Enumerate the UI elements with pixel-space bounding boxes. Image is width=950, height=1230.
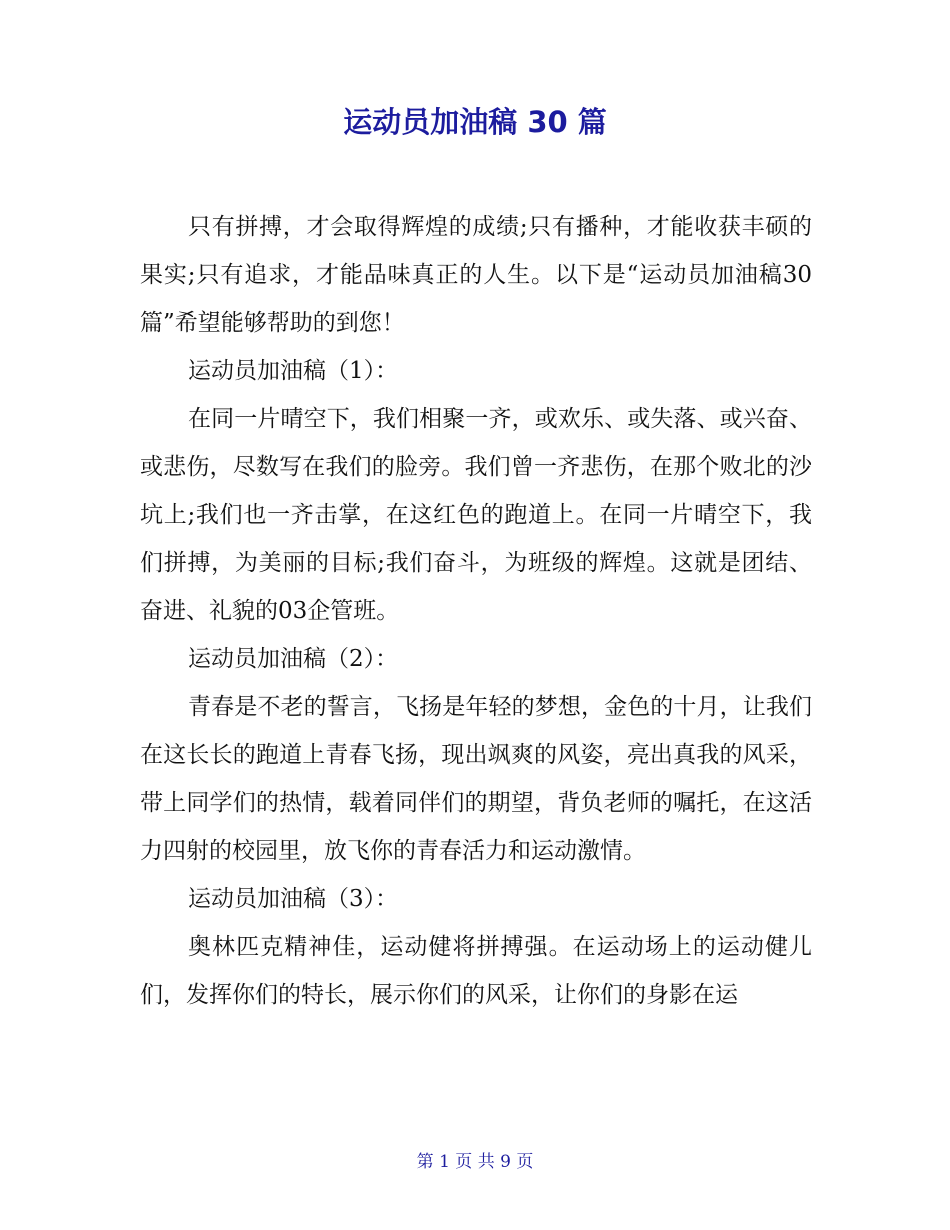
document-title: 运动员加油稿 30 篇 (343, 105, 607, 139)
section-paragraph-1: 在同一片晴空下，我们相聚一齐，或欢乐、或失落、或兴奋、或悲伤，尽数写在我们的脸旁。我们曾一齐悲伤，在那个败北的沙坑上;我们也一齐击掌，在这红色的跑道上。在同一片晴空下，我们拼搏，为美丽的目标;我们奋斗，为班级的辉煌。这就是团结、奋进、礼貌的03企管班。 (140, 406, 812, 624)
intro-paragraph: 只有拼搏，才会取得辉煌的成绩;只有播种，才能收获丰硕的果实;只有追求，才能品味真正的人生。以下是“运动员加油稿30篇”希望能够帮助的到您！ (140, 214, 812, 336)
section-heading-2: 运动员加油稿（2）： (188, 646, 399, 672)
section-paragraph-3: 奥林匹克精神佳，运动健将拼搏强。在运动场上的运动健儿们，发挥你们的特长，展示你们的风采，让你们的身影在运 (140, 934, 812, 1008)
section-paragraph-2: 青春是不老的誓言，飞扬是年轻的梦想，金色的十月，让我们在这长长的跑道上青春飞扬，现出飒爽的风姿，亮出真我的风采，带上同学们的热情，载着同伴们的期望，背负老师的嘱托，在这活力四射的校园里，放飞你的青春活力和运动激情。 (140, 694, 812, 864)
document-body (140, 203, 812, 1019)
page-number-footer: 第 1 页 共 9 页 (416, 1152, 534, 1172)
section-heading-1: 运动员加油稿（1）： (188, 358, 399, 384)
section-heading-3: 运动员加油稿（3）： (188, 886, 399, 912)
